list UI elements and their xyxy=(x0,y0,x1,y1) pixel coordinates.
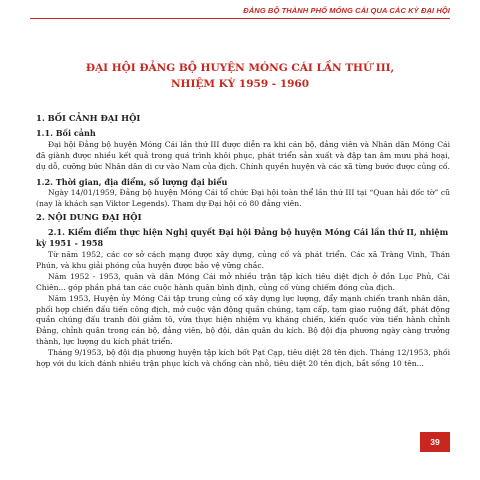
paragraph: Năm 1953, Huyện ủy Móng Cái tập trung củng cố xây dựng lực lượng, đẩy mạnh chiến tranh nhân dân, phối hợp chiến đấu tiến công địch, mở cuộc vận động quần chúng, tạm cấp, tạm giao ruộng đất, phát động quần chúng đấu tranh đòi giảm tô, vừa thực hiện nhiệm vụ kháng chiến, kiến quốc vừa tiến hành chỉnh Đảng, chỉnh quân trong cán bộ, đảng viên, bộ đội, dân quân du kích. Bộ đội địa phương ngày càng trưởng thành, lực lượng du kích phát triển. xyxy=(36,293,450,347)
section-heading: 1. BỐI CẢNH ĐẠI HỘI xyxy=(36,113,141,123)
document-body xyxy=(36,108,450,370)
paragraph: Năm 1952 - 1953, quân và dân Móng Cái mở nhiều trận tập kích tiêu diệt địch ở đồn Lục Phủ, Cái Chiên... góp phần phá tan các cuộc hành quân bình định, củng cố vùng chiếm đóng của địch. xyxy=(36,271,450,292)
subsection-heading: 1.2. Thời gian, địa điểm, số lượng đại biểu xyxy=(36,176,228,187)
header-divider xyxy=(30,18,450,19)
subsection-heading: 1.1. Bối cảnh xyxy=(36,127,96,138)
paragraph: Ngày 14/01/1959, Đảng bộ huyện Móng Cái tổ chức Đại hội toàn thể lần thứ III tại “Quan hải đốc tờ” cũ (nay là khách sạn Viktor Legends). Tham dự Đại hội có 80 đảng viên. xyxy=(36,188,450,209)
title-line-1: ĐẠI HỘI ĐẢNG BỘ HUYỆN MÓNG CÁI LẦN THỨ III, xyxy=(85,62,395,74)
page-number: 39 xyxy=(420,432,450,452)
section-heading: 2. NỘI DUNG ĐẠI HỘI xyxy=(36,212,142,223)
title-line-2: NHIỆM KỲ 1959 - 1960 xyxy=(170,78,310,90)
subsection-heading: 2.1. Kiểm điểm thực hiện Nghị quyết Đại hội Đảng bộ huyện Móng Cái lần thứ II, nhiệm kỳ 1951 - 1958 xyxy=(36,227,449,249)
page-title xyxy=(30,60,450,92)
paragraph: Tháng 9/1953, bộ đội địa phương huyện tập kích bốt Pạt Cạp, tiêu diệt 28 tên địch. Tháng 12/1953, phối hợp với du kích đánh nhiều trận phục kích và chống càn nhỏ, tiêu diệt 20 tên địch, bắt sống 10 tên... xyxy=(36,348,450,369)
paragraph: Đại hội Đảng bộ huyện Móng Cái lần thứ III được diễn ra khi cán bộ, đảng viên và Nhân dân Móng Cái đã giành được nhiều kết quả trong quá trình khôi phục, phát triển sản xuất và đập tan âm mưu phá hoại, dụ dỗ, cưỡng bức Nhân dân di cư vào Nam của địch. Chính quyền huyện và các xã từng bước được củng cố. xyxy=(36,139,450,171)
running-header: ĐẢNG BỘ THÀNH PHỐ MÓNG CÁI QUA CÁC KỲ ĐẠI HỘI xyxy=(243,6,450,15)
paragraph: Từ năm 1952, các cơ sở cách mạng được xây dựng, củng cố và phát triển. Các xã Tràng Vinh, Thán Phún, và khu giải phóng của huyện được bảo vệ vững chắc. xyxy=(36,249,450,270)
